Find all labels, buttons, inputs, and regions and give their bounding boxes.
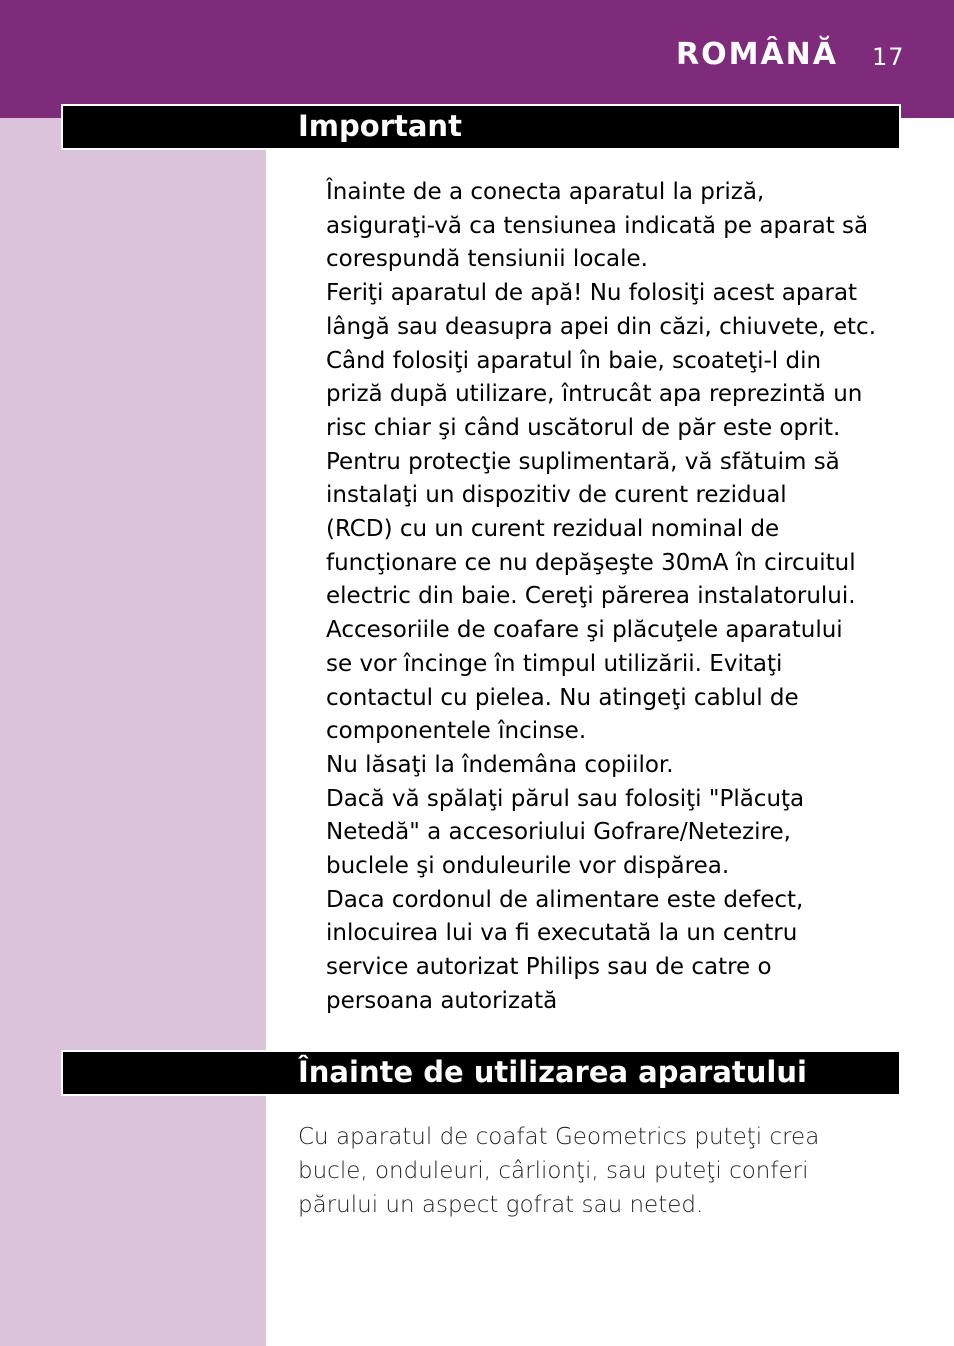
text-line: service autorizat Philips sau de catre o xyxy=(326,954,772,981)
section-title-important: Important xyxy=(298,109,462,143)
text-line: Dacă vă spălaţi părul sau folosiţi "Plăcuţa xyxy=(326,785,805,812)
text-line: risc chiar şi când uscătorul de păr este oprit. xyxy=(326,414,841,441)
text-line: lângă sau deasupra apei din căzi, chiuvete, etc. xyxy=(326,313,877,340)
page-number: 17 xyxy=(872,43,905,71)
text-line: Feriţi aparatul de apă! Nu folosiţi acest aparat xyxy=(326,280,858,307)
section-title-before-use: Înainte de utilizarea aparatului xyxy=(298,1055,807,1089)
text-line: Înainte de a conecta aparatul la priză, xyxy=(326,179,765,205)
text-line: Netedă" a accesoriului Gofrare/Netezire, xyxy=(326,819,791,846)
text-line: Daca cordonul de alimentare este defect, xyxy=(326,886,804,913)
important-body-text xyxy=(326,176,926,1019)
text-line: Cu aparatul de coafat Geometrics puteţi crea xyxy=(298,1124,820,1150)
text-line: (RCD) cu un curent rezidual nominal de xyxy=(326,516,780,543)
text-line: contactul cu pielea. Nu atingeţi cablul de xyxy=(326,684,799,711)
text-line: Accesoriile de coafare şi plăcuţele aparatului xyxy=(326,617,843,644)
text-line: asiguraţi-vă ca tensiunea indicată pe aparat să xyxy=(326,212,869,239)
text-line: bucle, onduleuri, cârlionţi, sau puteţi conferi xyxy=(298,1158,809,1184)
text-line: instalaţi un dispozitiv de curent rezidual xyxy=(326,482,787,509)
section-header-before-use xyxy=(61,1050,901,1096)
side-band xyxy=(0,118,266,1346)
language-label: ROMÂNĂ xyxy=(676,37,838,72)
text-line: Pentru protecţie suplimentară, vă sfătuim să xyxy=(326,448,840,475)
text-line: părului un aspect gofrat sau neted. xyxy=(298,1192,704,1218)
text-line: electric din baie. Cereţi părerea instalatorului. xyxy=(326,583,856,610)
text-line: Nu lăsaţi la îndemâna copiilor. xyxy=(326,751,674,778)
text-line: buclele şi onduleurile vor dispărea. xyxy=(326,853,730,880)
text-line: componentele încinse. xyxy=(326,718,587,745)
section-header-important xyxy=(61,104,901,150)
text-line: inlocuirea lui va fi executată la un centru xyxy=(326,920,798,947)
text-line: funcţionare ce nu depăşeşte 30mA în circuitul xyxy=(326,549,856,576)
text-line: Când folosiţi aparatul în baie, scoateţi-l din xyxy=(326,347,822,374)
before-use-body-text xyxy=(298,1120,928,1222)
text-line: persoana autorizată xyxy=(326,987,558,1014)
text-line: corespundă tensiunii locale. xyxy=(326,246,648,273)
text-line: priză după utilizare, întrucât apa reprezintă un xyxy=(326,381,863,408)
text-line: se vor încinge în timpul utilizării. Evitaţi xyxy=(326,650,783,677)
